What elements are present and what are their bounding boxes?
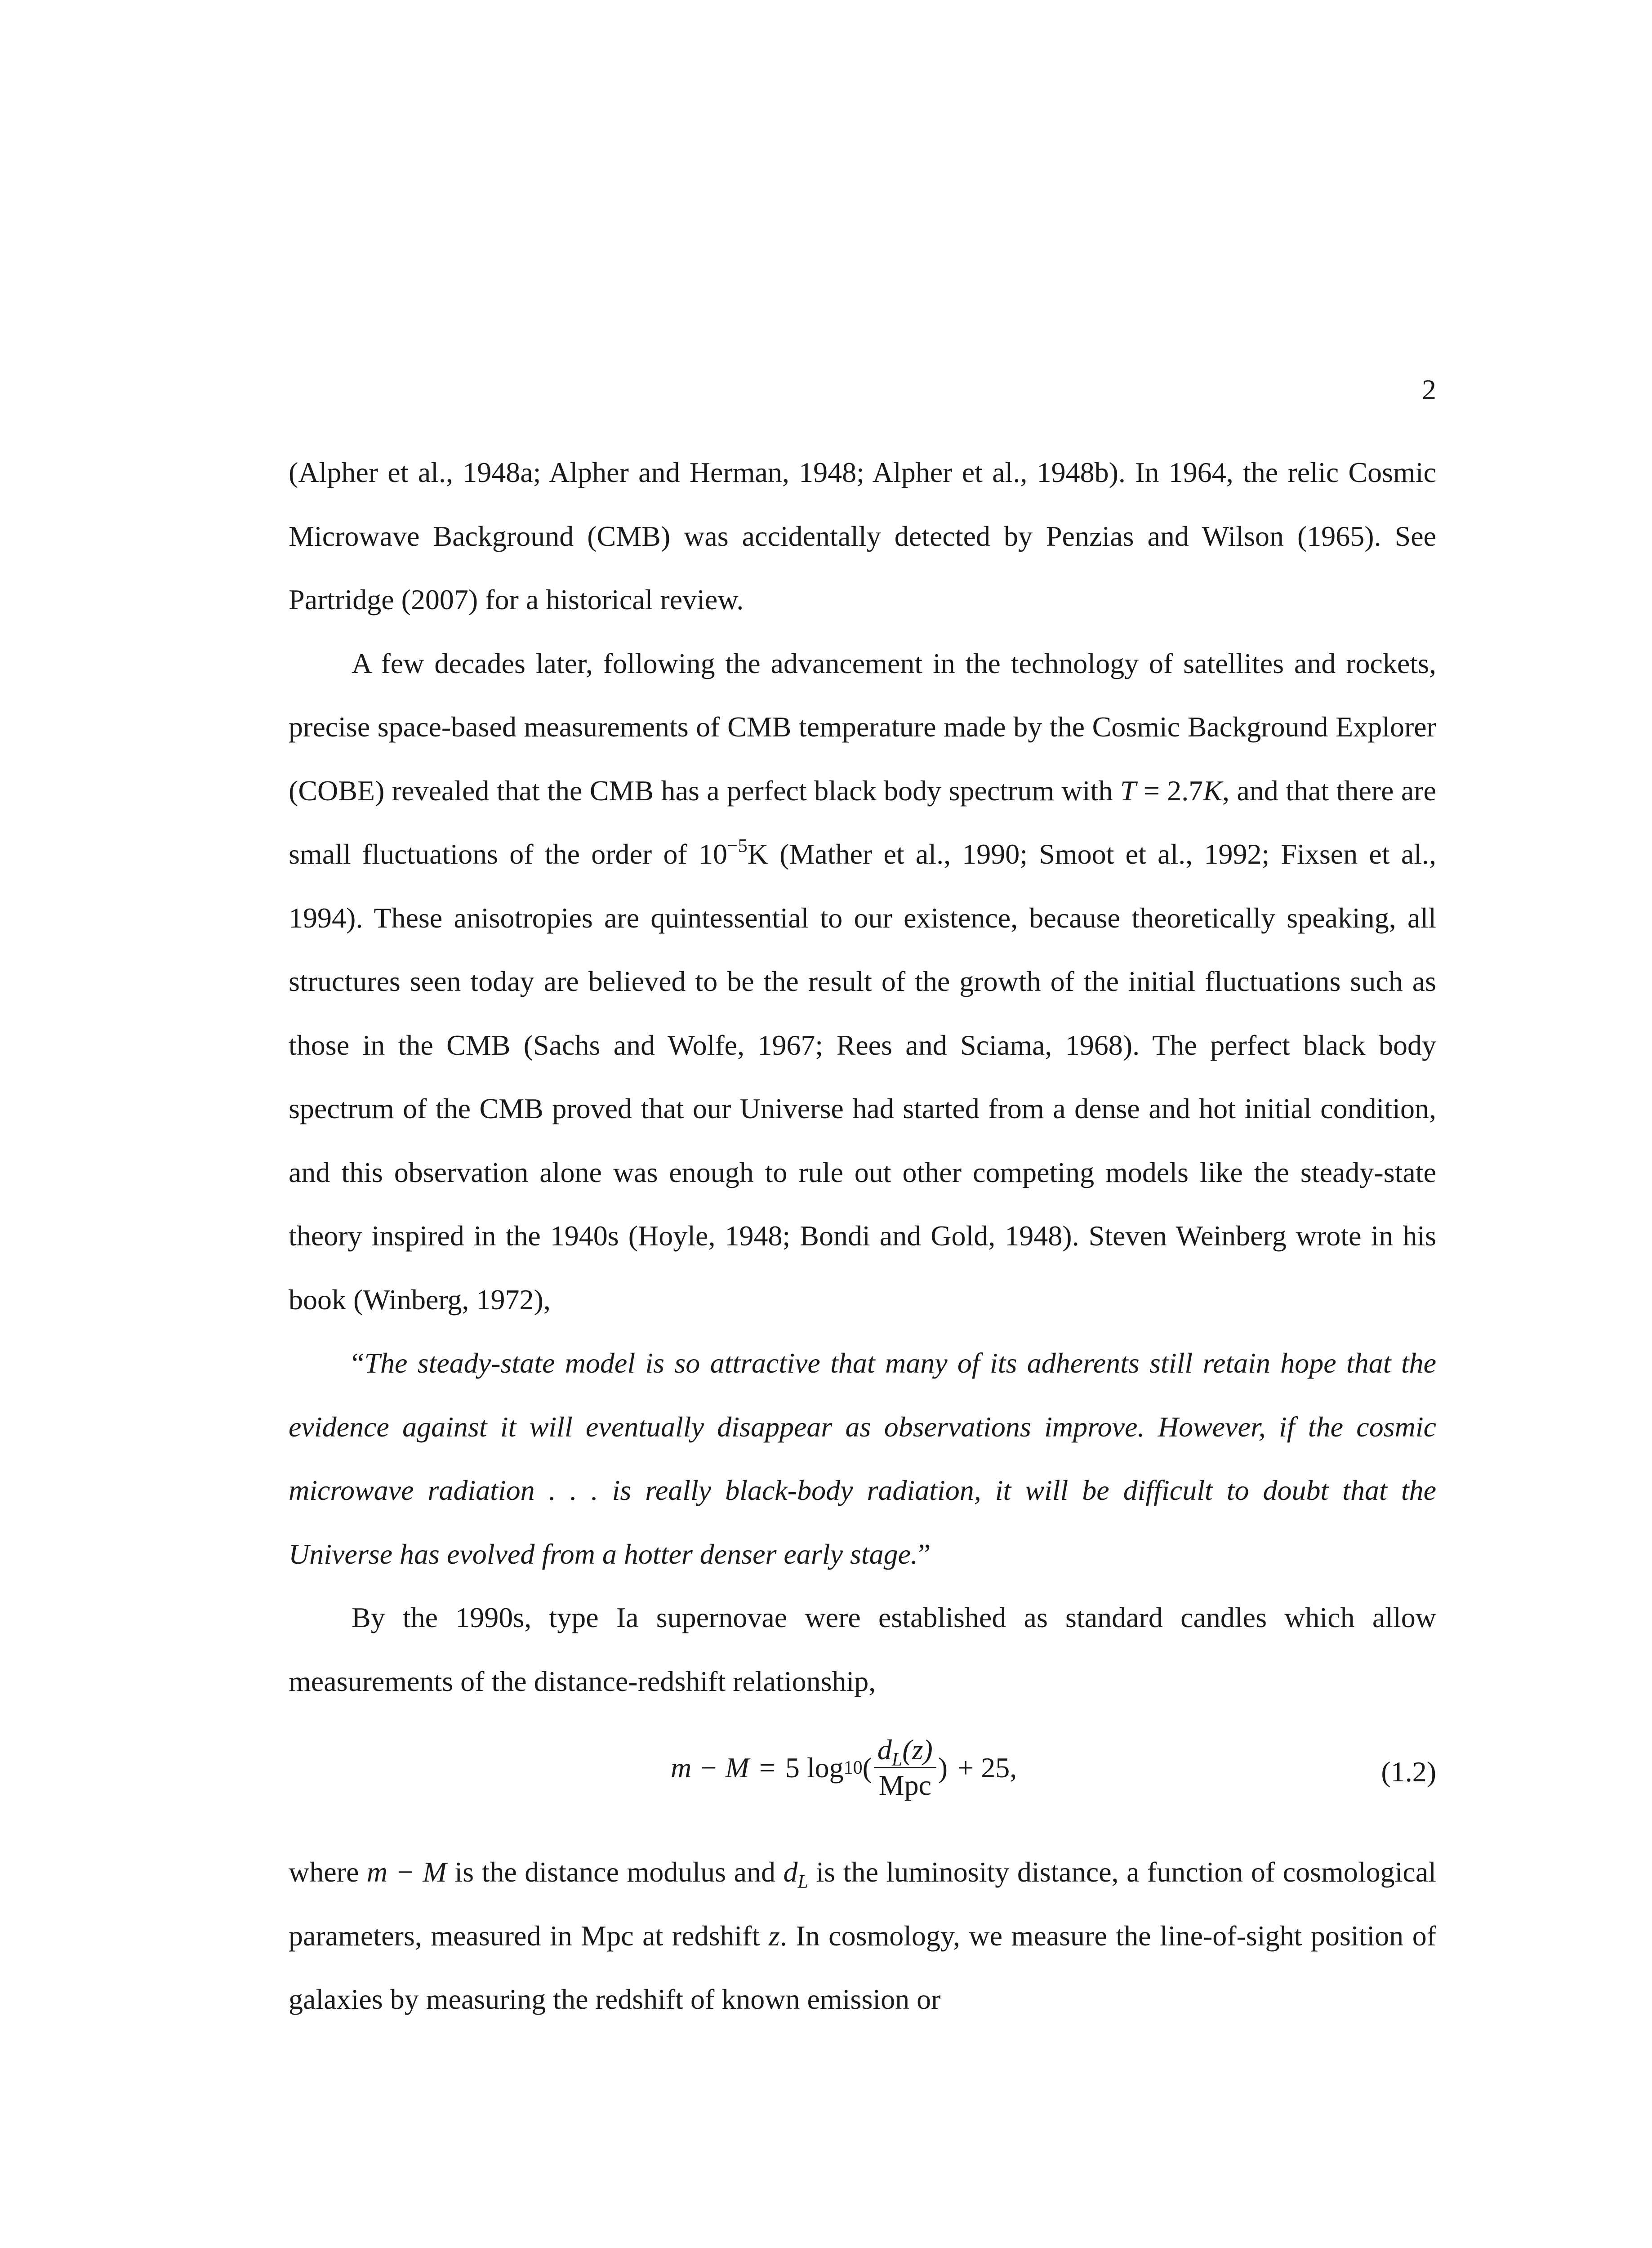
paragraph-5-text-c: is the luminosity distance, a function of cosmological parameters, measured in Mpc at redshift: [289, 1856, 1437, 1952]
paragraph-2-text-a: A few decades later, following the advancement in the technology of satellites and rockets, precise space-based measurements of CMB temperature made by the Cosmic Background Explorer (COBE) revealed that the CMB has a perfect black body spectrum with: [289, 647, 1436, 807]
equation-coefficient: 5 log: [785, 1751, 844, 1784]
math-subscript-L: L: [797, 1872, 808, 1892]
equation: m − M = 5 log 10 ( $\frac{d_L(z)}{\text{Mpc}}$ ) + 25,: [671, 1734, 1017, 1801]
paragraph-5: [289, 1840, 1436, 2031]
quote-text: The steady-state model is so attractive that many of its adherents still retain hope that the evidence against it will eventually disappear as observations improve. However, if the cosmic microwave radiation . . . is really black-body radiation, it will be difficult to doubt that the Universe has evolved from a hotter denser early stage.: [289, 1347, 1436, 1570]
math-z: z: [768, 1919, 780, 1952]
math-T: T: [1120, 774, 1136, 807]
equation-equals: =: [759, 1751, 775, 1784]
fraction-numerator: [874, 1735, 936, 1768]
equation-open-paren: (: [862, 1751, 872, 1784]
paragraph-5-text-a: where: [289, 1856, 367, 1888]
paragraph-5-text-e: . In cosmology, we measure the line-of-sight position of galaxies by measuring the redshift of known emission or: [289, 1919, 1437, 2015]
math-equals-value: = 2.7: [1136, 774, 1203, 807]
equation-close-paren: ): [938, 1751, 948, 1784]
fraction-denominator: Mpc: [878, 1769, 931, 1801]
equation-constant: + 25,: [957, 1751, 1017, 1784]
quote-open-mark: “: [352, 1347, 365, 1379]
paragraph-5-text-b: is the distance modulus and: [446, 1856, 784, 1888]
math-K: K: [1203, 774, 1222, 807]
numerator-z: (z): [902, 1734, 933, 1766]
equation-number: (1.2): [1381, 1756, 1436, 1788]
quote-close-mark: ”: [917, 1538, 931, 1570]
paragraph-2-text-c: K (Mather et al., 1990; Smoot et al., 1992; Fixsen et al., 1994). These anisotropies are quintessential to our existence, because theoretically speaking, all structures seen today are believed to be the result of the growth of the initial fluctuations such as those in the CMB (Sachs and Wolfe, 1967; Rees and Sciama, 1968). The perfect black body spectrum of the CMB proved that our Universe had started from a dense and hot initial condition, and this observation alone was enough to rule out other competing models like the steady-state theory inspired in the 1940s (Hoyle, 1948; Bondi and Gold, 1948). Steven Weinberg wrote in his book (Winberg, 1972),: [289, 838, 1437, 1316]
quotation: [289, 1331, 1436, 1586]
paragraph-4: By the 1990s, type Ia supernovae were established as standard candles which allow measurements of the distance-redshift relationship,: [289, 1601, 1436, 1697]
math-d: d: [783, 1856, 798, 1888]
paragraph-2: [289, 632, 1436, 1332]
paragraph-1: (Alpher et al., 1948a; Alpher and Herman, 1948; Alpher et al., 1948b). In 1964, the relic Cosmic Microwave Background (CMB) was accidentally detected by Penzias and Wilson (1965). See Partridge (2007) for a historical review.: [289, 456, 1436, 616]
page-number: 2: [1422, 374, 1436, 406]
equation-fraction: [874, 1735, 936, 1800]
numerator-subscript-L: L: [891, 1749, 903, 1770]
equation-block: [289, 1713, 1436, 1840]
equation-lhs: m − M: [671, 1751, 749, 1784]
math-m-minus-M: m − M: [366, 1856, 447, 1888]
numerator-d: d: [877, 1734, 892, 1766]
body-text: [289, 441, 1436, 2031]
exponent: −5: [727, 836, 748, 856]
paragraph-2-text-b: , and that there are small fluctuations of the order of 10: [289, 774, 1437, 870]
